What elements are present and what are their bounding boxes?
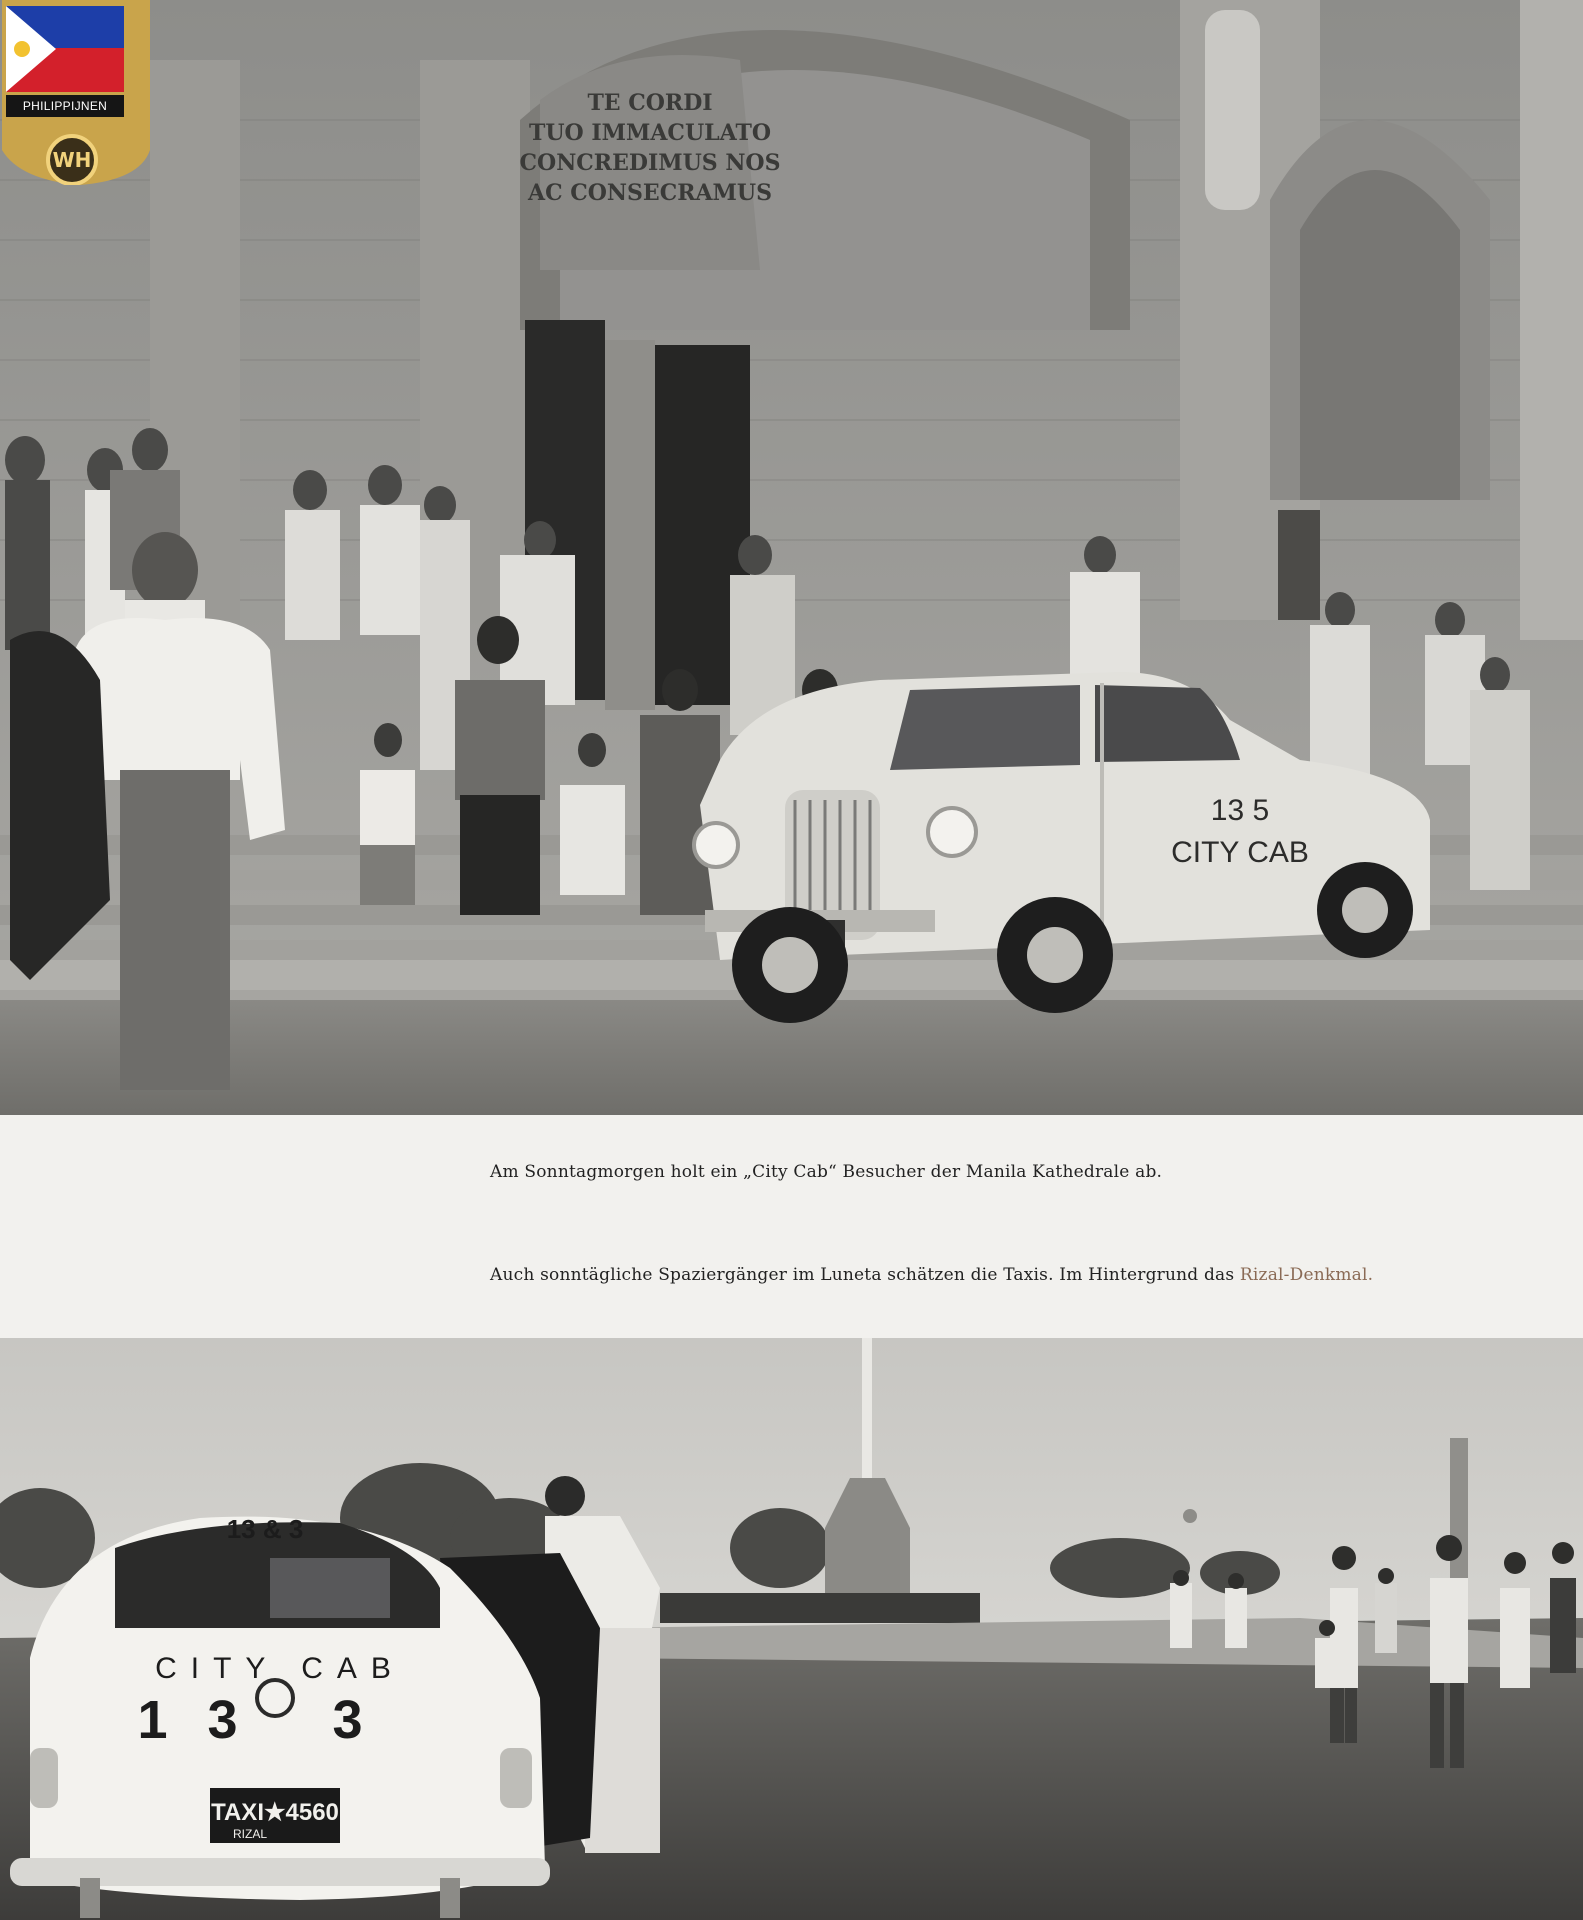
- bottom-cab-plate-region: RIZAL: [232, 1827, 268, 1841]
- inscription-line-4: AC CONSECRAMUS: [528, 180, 772, 206]
- inscription-line-3: CONCREDIMUS NOS: [519, 150, 781, 176]
- caption-luneta: [490, 1265, 1373, 1285]
- svg-text:WH: WH: [52, 148, 92, 172]
- caption-luneta-highlight: Rizal-Denkmal.: [1239, 1265, 1374, 1285]
- inscription-line-2: TUO IMMACULATO: [528, 120, 772, 146]
- top-cab-door-number: 13 5: [1210, 794, 1270, 827]
- inscription-line-1: TE CORDI: [587, 90, 713, 116]
- luneta-photo-graphic: [0, 1338, 1583, 1920]
- caption-luneta-main: Auch sonntägliche Spaziergänger im Luneta schätzen die Taxis. Im Hintergrund das: [490, 1265, 1240, 1285]
- country-badge-label: PHILIPPIJNEN: [6, 95, 124, 117]
- bottom-cab-trunk-text: CITY CAB: [155, 1652, 405, 1685]
- bottom-cab-trunk-number: 13 3: [137, 1690, 403, 1750]
- philippines-flag-icon: [0, 0, 160, 185]
- luneta-photo: [0, 1338, 1583, 1920]
- caption-cathedral: Am Sonntagmorgen holt ein „City Cab“ Besucher der Manila Kathedrale ab.: [490, 1162, 1163, 1182]
- bottom-cab-roof-number: 13 & 3: [226, 1514, 304, 1544]
- top-cab-door-text: CITY CAB: [1171, 836, 1309, 869]
- country-badge: [0, 0, 160, 185]
- bottom-cab-plate: TAXI★4560: [211, 1799, 339, 1826]
